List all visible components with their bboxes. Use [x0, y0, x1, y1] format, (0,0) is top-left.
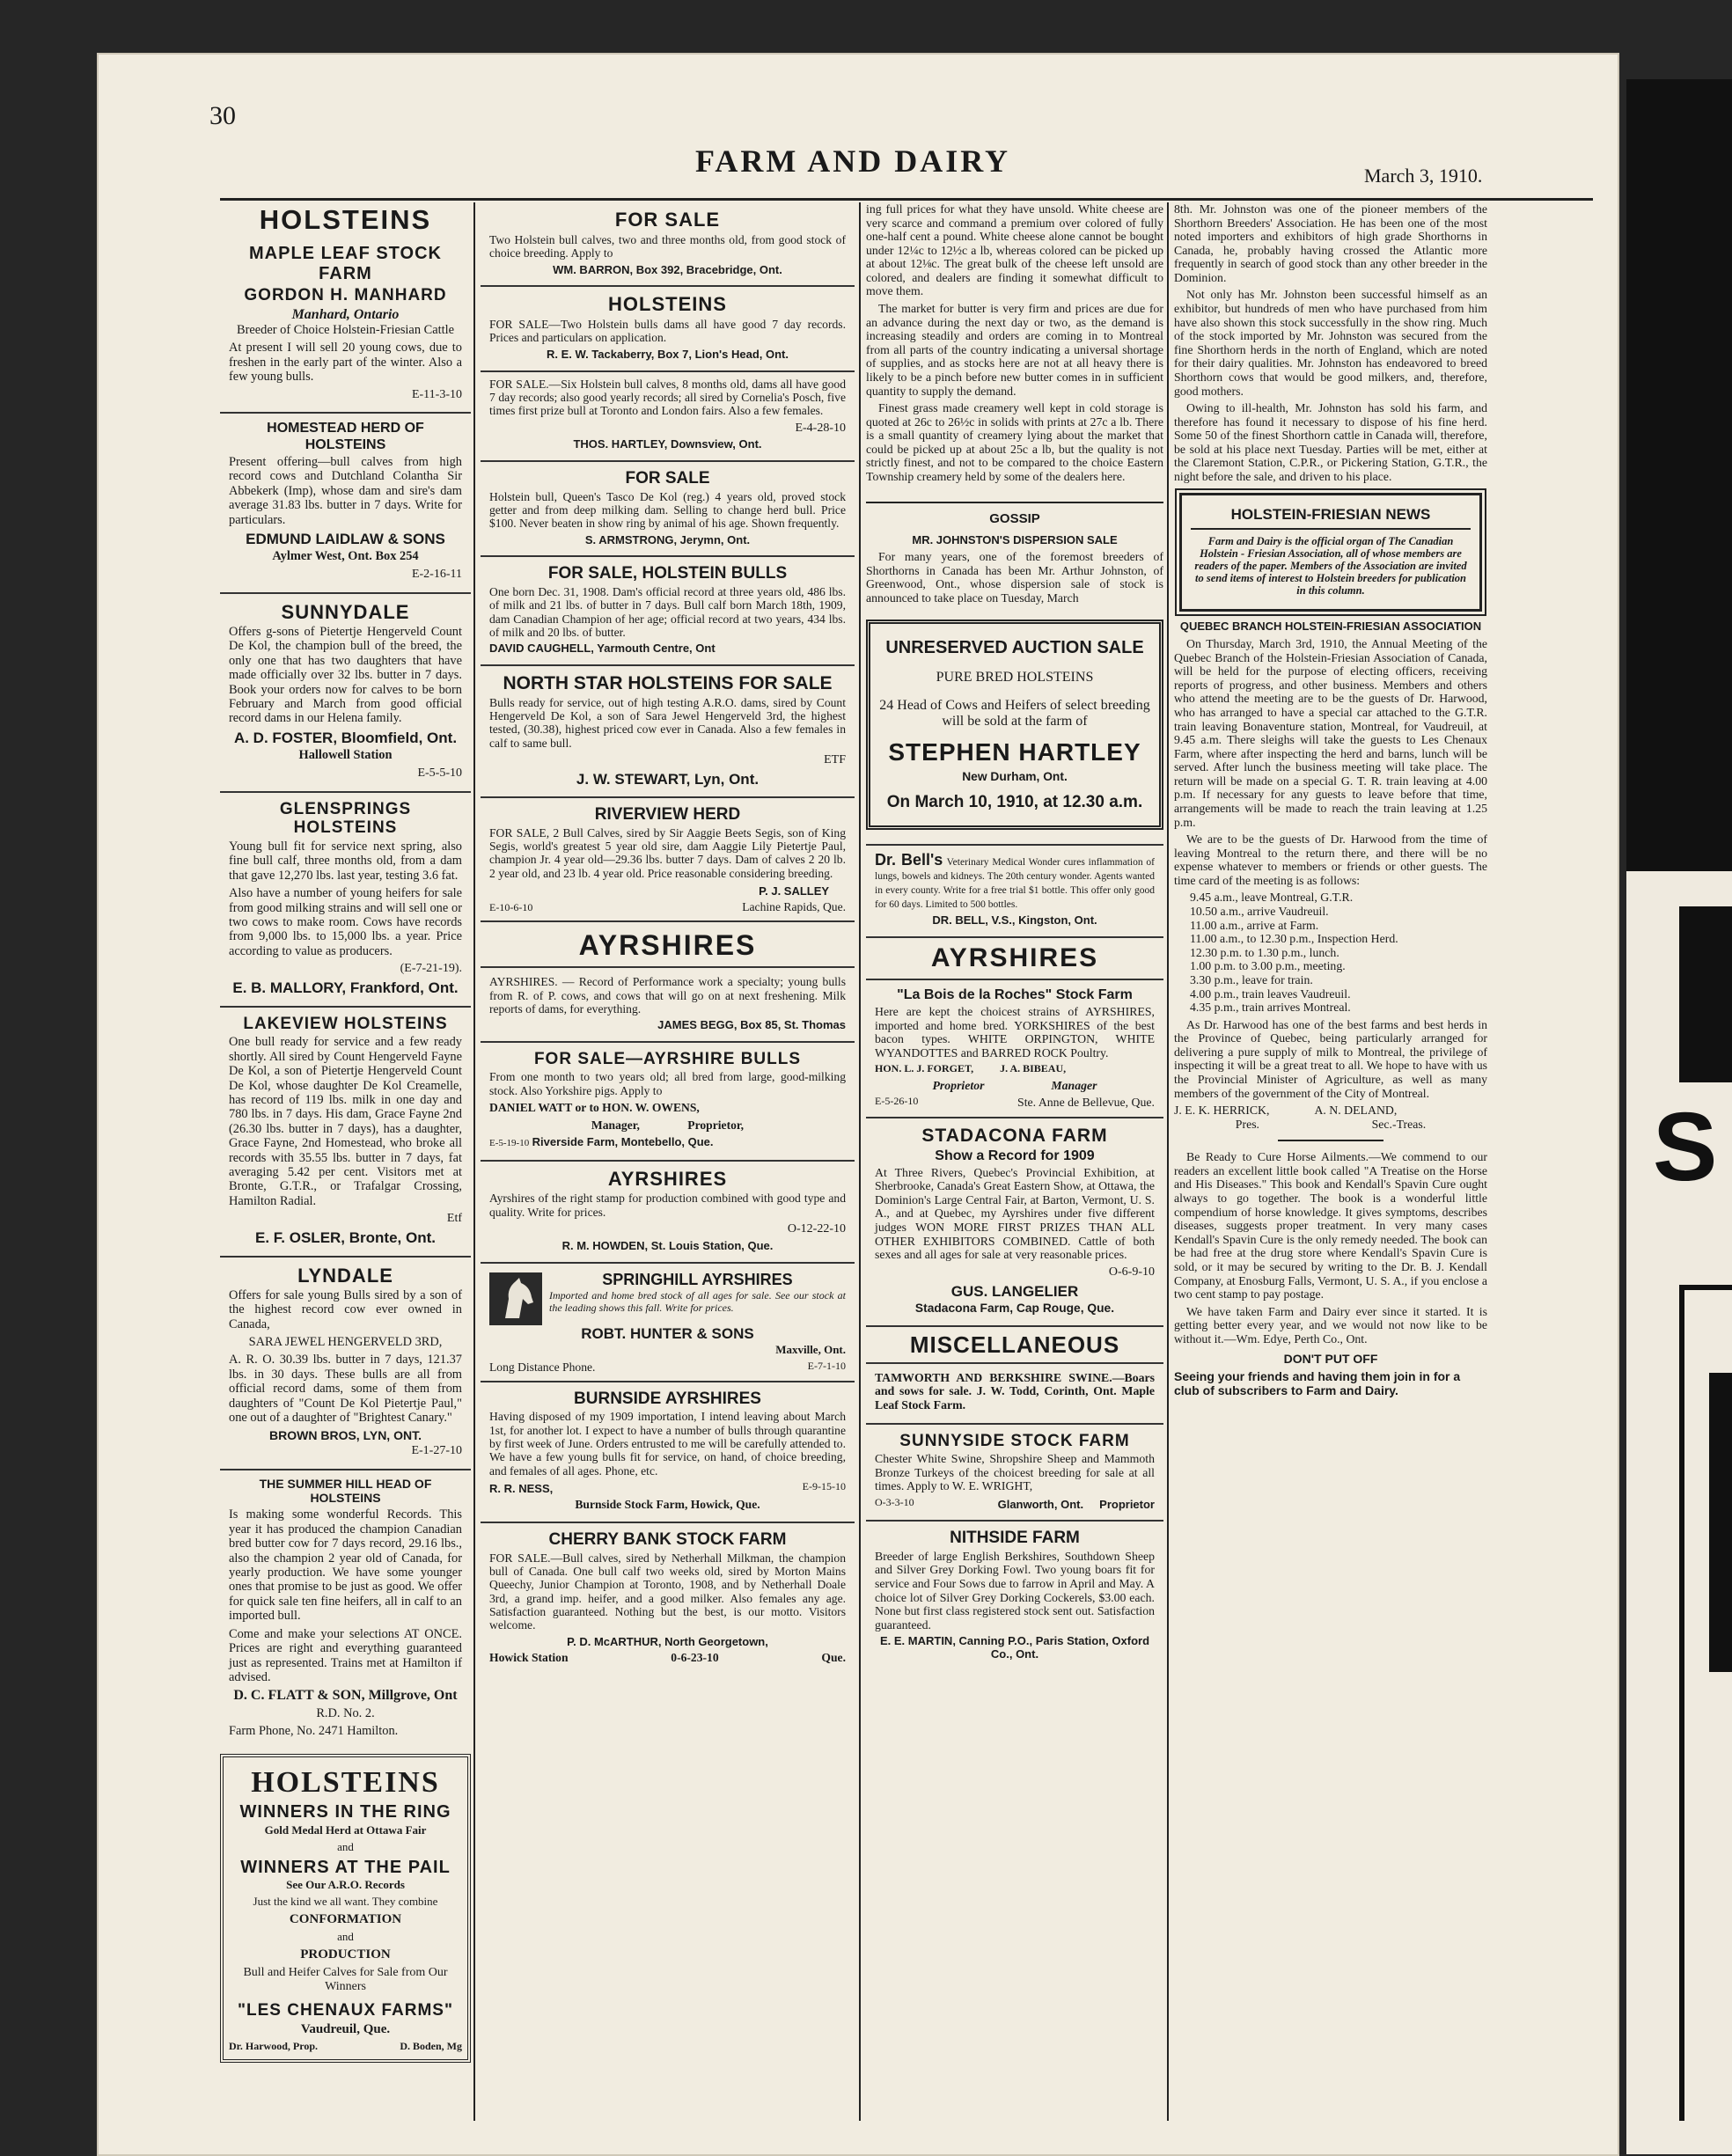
- ad-title: FOR SALE: [614, 209, 721, 231]
- promo-body: Seeing your friends and having them join in for a club of subscribers to Farm and Dairy.: [1174, 1369, 1461, 1398]
- ad-address: Ste. Anne de Bellevue, Que.: [1017, 1096, 1155, 1110]
- ad-title: FOR SALE—AYRSHIRE BULLS: [533, 1049, 802, 1068]
- section-heading: AYRSHIRES: [481, 924, 855, 968]
- ad-title: GLENSPRINGS HOLSTEINS: [279, 799, 412, 838]
- ad-body: One born Dec. 31, 1908. Dam's official record at three years old, 486 lbs. of milk and 21 lbs. of butter in 7 days. Bull calf born March 18th, 1909, dam Canadian Champion of her age; official record at two years, 434 lbs. of milk and 20 lbs. of butter.: [489, 584, 846, 639]
- ad-tackaberry: [481, 287, 855, 371]
- article-body: Be Ready to Cure Horse Ailments.—We commend to our readers an excellent little book called "A Treatise on the Horse and His Diseases." This book and Kendall's Spavin Cure ought always to go together. The book is a wonderful little compendium of horse knowledge. It gives symptoms, describes diseases, suggests proper treatment. In very many cases Kendall's Spavin Cure is the only remedy needed. The book can be had free at the drug store where Kendall's Spavin Cure is sold, or it may be secured by writing to the Dr. B. J. Kendall Company, at Enosburg Falls, Vermont, U. S. A., if you enclose a two cent stamp to pay postage.: [1174, 1150, 1487, 1302]
- black-block: [1679, 906, 1732, 1082]
- ad-tamworth: [866, 1366, 1163, 1425]
- article-signature: J. E. K. HERRICK, A. N. DELAND,: [1174, 1104, 1398, 1118]
- ad-body: Also have a number of young heifers for sale from good milking strains and will sell one or two cows to make room. Cows have records from 9,000 lbs. to 15,000 lbs. a year. Price according to value as producers.: [229, 886, 462, 958]
- column-rule: [473, 202, 475, 2121]
- ad-body: AYRSHIRES. — Record of Performance work a specialty; young bulls from R. of P. cows, and cows that will go on at next freshening. Milk reports of dams, for everything.: [489, 975, 846, 1016]
- ad-body: Ayrshires of the right stamp for production combined with good type and quality. Write for prices.: [489, 1192, 846, 1219]
- ad-title: FOR SALE, HOLSTEIN BULLS: [547, 564, 788, 583]
- ad-body: Holstein bull, Queen's Tasco De Kol (reg.) 4 years old, proved stock getter and from deep milking dam. Selling to change herd bull. Price $100. Never beaten in show ring by animal of his age. Shown frequently.: [489, 489, 846, 531]
- ad-signature: A. D. FOSTER, Bloomfield, Ont.: [233, 729, 458, 746]
- ad-title: "La Bois de la Roches" Stock Farm: [897, 986, 1133, 1002]
- column-3: [866, 202, 1163, 1670]
- ad-name: GORDON H. MANHARD: [244, 285, 447, 304]
- ad-title: HOMESTEAD HERD OF HOLSTEINS: [267, 421, 424, 452]
- ad-lyndale: [220, 1258, 471, 1471]
- ad-title: FOR SALE: [625, 469, 710, 488]
- ad-signature: DR. BELL, V.S., Kingston, Ont.: [932, 913, 1097, 928]
- ad-riverview: [481, 798, 855, 922]
- market-report: ing full prices for what they have unsold. White cheese are very scarce and command a premium over colored of fully one-half cent a pound. White cheese alone cannot be bought under 12¼c to 12½c a lb, whereas colored can be picked up at about 12⅛c. The great bulk of the cheese left unsold are colored, and dealers are finding it somewhat difficult to move them.: [866, 202, 1163, 298]
- ad-address: Stadacona Farm, Cap Rouge, Que.: [914, 1301, 1115, 1315]
- ad-line: Just the kind we all want. They combine: [253, 1895, 438, 1909]
- ad-title: MAPLE LEAF STOCK FARM: [249, 244, 442, 284]
- issue-date: March 3, 1910.: [1364, 165, 1483, 187]
- ad-signature: Glanworth, Ont. Proprietor: [997, 1497, 1155, 1511]
- ad-line: Gold Medal Herd at Ottawa Fair: [264, 1823, 427, 1837]
- article-body: We are to be the guests of Dr. Harwood from the time of leaving Montreal to the return there, and there will be no expense whatever to members or friends or other guests. The time card of the meeting is as follows:: [1174, 832, 1487, 887]
- article-signature: Pres. Sec.-Treas.: [1235, 1117, 1427, 1131]
- ad-line: CONFORMATION: [289, 1912, 402, 1927]
- article-heading: MR. JOHNSTON'S DISPERSION SALE: [912, 532, 1118, 546]
- ad-body: Present offering—bull calves from high record cows and Dutchland Colantha Sir Abbekerk (Imp), whose dam and sire's dam average 31.83 lbs. butter in 7 days. Write for particulars.: [229, 454, 462, 527]
- page-number: 30: [209, 101, 236, 130]
- ad-nithside: [866, 1522, 1163, 1669]
- ad-burnside: [481, 1382, 855, 1523]
- frame-line: [1679, 1285, 1684, 2121]
- ad-manager: D. Boden, Mg: [400, 2039, 462, 2052]
- ad-cherry-bank: [481, 1523, 855, 1671]
- time-card-item: 12.30 p.m. to 1.30 p.m., lunch.: [1190, 945, 1339, 959]
- article-body: As Dr. Harwood has one of the best farms and best herds in the Province of Quebec, being particularly arranged for delivering a pure supply of milk to Montreal, the privilege of inspecting it will be a great treat to all. We hope to have with us the Provincial Minister of Agriculture, as well as many members of the government of the City of Montreal.: [1174, 1017, 1487, 1100]
- ad-hartley: [481, 372, 855, 463]
- ad-signature: S. ARMSTRONG, Jerymn, Ont.: [584, 532, 751, 546]
- ad-title: SUNNYSIDE STOCK FARM: [899, 1431, 1130, 1450]
- ad-title: Dr. Bell's: [875, 851, 943, 869]
- ad-body: Come and make your selections AT ONCE. Prices are right and everything guaranteed just as represented. Trains met at Hamilton if advised.: [229, 1626, 462, 1684]
- ad-line: WINNERS IN THE RING: [239, 1802, 451, 1822]
- ad-springhill: [481, 1264, 855, 1382]
- ad-title: THE SUMMER HILL HEAD OF HOLSTEINS: [259, 1477, 432, 1506]
- ad-body: TAMWORTH AND BERKSHIRE SWINE.—Boars and sows for sale. J. W. Todd, Corinth, Ont. Maple Leaf Stock Farm.: [875, 1370, 1155, 1412]
- column-rule: [1167, 202, 1169, 2121]
- ad-signature: E. F. OSLER, Bronte, Ont.: [255, 1229, 436, 1247]
- ad-name: STEPHEN HARTLEY: [888, 738, 1141, 766]
- ad-line: and: [337, 1930, 354, 1944]
- ad-lakeview: [220, 1008, 471, 1258]
- section-heading: HOLSTEINS: [259, 204, 432, 235]
- ad-ref: E-10-6-10: [489, 900, 533, 913]
- box-title: HOLSTEIN-FRIESIAN NEWS: [1191, 506, 1471, 530]
- ad-body: FOR SALE—Two Holstein bulls dams all have good 7 day records. Prices and particulars on application.: [489, 318, 846, 345]
- ad-body: Two Holstein bull calves, two and three months old, from good stock of choice breeding. Apply to: [489, 232, 846, 260]
- ad-subheading: PURE BRED HOLSTEINS: [936, 670, 1094, 686]
- ad-body: From one month to two years old; all bred from large, good-milking stock. Also Yorkshire pigs. Apply to: [489, 1070, 846, 1097]
- ad-title: LAKEVIEW HOLSTEINS: [243, 1014, 448, 1033]
- ad-begg: [481, 970, 855, 1043]
- ad-la-bois: [866, 979, 1163, 1118]
- ad-stadacona: [866, 1118, 1163, 1327]
- ad-address: Burnside Stock Farm, Howick, Que.: [575, 1497, 760, 1511]
- ad-signature: THOS. HARTLEY, Downsview, Ont.: [573, 437, 762, 451]
- ad-auction-sale: [866, 620, 1163, 831]
- ad-line: HON. L. J. FORGET, J. A. BIBEAU,: [875, 1062, 1067, 1075]
- ad-ref: E-1-27-10: [411, 1444, 462, 1458]
- ad-address: Hallowell Station: [298, 748, 393, 763]
- ad-phone: Long Distance Phone.: [489, 1360, 596, 1374]
- ad-address: Maxville, Ont.: [775, 1342, 846, 1356]
- ad-line: PRODUCTION: [300, 1947, 391, 1962]
- time-card-item: 4.35 p.m., train arrives Montreal.: [1190, 1001, 1351, 1015]
- ad-subheading: SARA JEWEL HENGERVELD 3RD,: [248, 1334, 443, 1349]
- ad-sunnydale: [220, 594, 471, 793]
- ad-body: FOR SALE.—Six Holstein bull calves, 8 months old, dams all have good 7 day records; also good yearly records; all sired by Cornelia's Posch, five times first prize bull at Toronto and London fairs. Also a few females.: [489, 377, 846, 418]
- ad-signature: GUS. LANGELIER: [950, 1282, 1079, 1300]
- ad-summer-hill: [220, 1470, 471, 1749]
- ad-title: SPRINGHILL AYRSHIRES: [602, 1270, 793, 1288]
- ad-signature: J. W. STEWART, Lyn, Ont.: [576, 770, 760, 788]
- ad-howden: [481, 1162, 855, 1264]
- ad-signature: BROWN BROS, LYN, ONT.: [269, 1427, 422, 1442]
- time-card-item: 3.30 p.m., leave for train.: [1190, 972, 1313, 986]
- ad-signature: P. D. McARTHUR, North Georgetown,: [567, 1634, 768, 1648]
- ad-body: FOR SALE, 2 Bull Calves, sired by Sir Aaggie Beets Segis, son of King Segis, world's greatest 5 year old sire, dam Aaggie Lily Pietertje Paul, champion Jr. 4 year old—29.36 lbs. butter 7 days. Dam of calves 2 20 lb. 2 year old, and 23 lb. 4 year old. Price reasonable considering breeding.: [489, 825, 846, 880]
- ad-signature: R. M. HOWDEN, St. Louis Station, Que.: [561, 1238, 774, 1252]
- time-card-item: 11.00 a.m., to 12.30 p.m., Inspection Herd.: [1190, 932, 1398, 946]
- ad-body: Chester White Swine, Shropshire Sheep and Mammoth Bronze Turkeys of the choicest breeding for sale at all times. Apply to W. E. WRIGHT,: [875, 1451, 1155, 1493]
- promo-heading: DON'T PUT OFF: [1283, 1352, 1378, 1367]
- ad-les-chenaux: [220, 1754, 471, 2063]
- ad-body: One bull ready for service and a few ready shortly. All sired by Count Hengerveld Fayne De Kol, a son of Pietertje Hengerveld Count De Kol, whose daughter De Kol Creamelle, has record of 119 lbs. milk in one day and 780 lbs. in 7 days. His dam, Grace Fayne 2nd (26.30 lbs. butter in 7 days), has a daughter, Grace Fayne, 2nd Homestead, who broke all records with 35.55 lbs. butter in 7 days, fat averaging 5.42 per cent. Visitors met at Bronte, G.T.R., or Trafalgar Crossing, Hamilton Radial.: [229, 1035, 462, 1208]
- ad-body: Bulls ready for service, out of high testing A.R.O. dams, sired by Count Hengerveld De Kol, a son of Sara Jewel Hengerveld 3rd, the highest tested, (30.38), highest priced cow ever in Canada. Also a few females in calf to same bull.: [489, 695, 846, 750]
- ad-ref: O-6-9-10: [1108, 1265, 1155, 1279]
- article-body: 8th. Mr. Johnston was one of the pioneer members of the Shorthorn Breeders' Association. He has been one of the most noted importers and exhibitors of high grade Shorthorns in Canada, he, probably having crossed the Atlantic more frequently in search of good stock than any other breeder in the Dominion.: [1174, 202, 1487, 284]
- divider: [1278, 1140, 1383, 1141]
- ad-address: Que.: [821, 1650, 846, 1664]
- ad-body: Is making some wonderful Records. This year it has produced the champion Canadian bred butter cow for 7 days record, 29.16 lbs., also the champion 2 year old of Canada, for yearly production. We have some younger ones that promise to be just as good. We offer for quick sale ten fine heifers, all in calf to an imported bull.: [229, 1507, 462, 1624]
- ad-body: Offers g-sons of Pietertje Hengerveld Count De Kol, the champion bull of the breed, the only one that has two daughters that have made officially over 32 lbs. butter in 7 days. Book your orders now for calves to be born February and March from good official record dams in our Helena family.: [229, 624, 462, 726]
- black-block: [1709, 1373, 1732, 1672]
- ad-ref: E-11-3-10: [411, 387, 462, 401]
- column-1: [220, 202, 471, 2063]
- ad-line: Breeder of Choice Holstein-Friesian Cattle: [237, 322, 454, 337]
- ad-line: Bull and Heifer Calves for Sale from Our Winners: [243, 1966, 448, 1993]
- frame-line: [1679, 1285, 1732, 1290]
- time-card-item: 4.00 p.m., train leaves Vaudreuil.: [1190, 986, 1351, 1001]
- ad-ref: E-9-15-10: [802, 1480, 846, 1493]
- ad-title: CHERRY BANK STOCK FARM: [548, 1530, 787, 1550]
- article-body: Owing to ill-health, Mr. Johnston has sold his farm, and therefore has found it necessary to dispose of his fine herd. Some 50 of the finest Shorthorn cattle in Canada will, therefore, be sold at his place next Tuesday. Parties will be met, either at the Claremont Station, C.P.R., or Pickering Station, G.T.R., the night before the sale, and driven to his place.: [1174, 401, 1487, 483]
- ad-body: FOR SALE.—Bull calves, sired by Netherhall Milkman, the champion bull of Canada. One bull calf two weeks old, sired by Morton Mains Queechy, Junior Champion at Toronto, 1908, and by Netherhall Doale 3rd, a grand imp. heifer, and a good milker. Also females any age. Satisfaction guaranteed. Nothing but the best, is our motto. Visitors welcome.: [489, 1551, 846, 1632]
- ad-place: New Durham, Ont.: [962, 769, 1068, 783]
- ad-signature: D. C. FLATT & SON, Millgrove, Ont: [233, 1688, 458, 1704]
- horse-head-icon: [489, 1272, 542, 1325]
- ad-glensprings: [220, 793, 471, 1008]
- ad-ref: E-5-26-10: [875, 1095, 919, 1108]
- ad-address: Howick Station: [489, 1650, 569, 1664]
- ad-body: At Three Rivers, Quebec's Provincial Exhibition, at Sherbrooke, Canada's Great Eastern Show, at Ottawa, the Dominion's Large Central Fair, at Barton, Vermont, U. S. A., and at Quebec, my Ayrshires under five different judges WON MORE FIRST PRIZES THAN ALL OTHER EXHIBITORS COMBINED. Cattle of both sexes and all ages for sale at very reasonable prices.: [875, 1165, 1155, 1262]
- time-card-item: 11.00 a.m., arrive at Farm.: [1190, 918, 1319, 932]
- ad-ref: E-5-5-10: [417, 766, 462, 780]
- market-report: Finest grass made creamery well kept in cold storage is quoted at 26c to 26½c in solids with prints at 27c a lb. There is a small quantity of creamery lying about the market that could be picked up at about 25c a lb, but the quality is not strictly finest, and not to be compared to the choice Eastern Township creamery held by some of the dealers here.: [866, 401, 1163, 483]
- article-heading: QUEBEC BRANCH HOLSTEIN-FRIESIAN ASSOCIATION: [1179, 620, 1482, 634]
- ad-body: 24 Head of Cows and Heifers of select breeding will be sold at the farm of: [879, 698, 1150, 730]
- ad-signature: R. E. W. Tackaberry, Box 7, Lion's Head, Ont.: [547, 347, 789, 361]
- ad-signature: E. B. MALLORY, Frankford, Ont.: [232, 979, 459, 997]
- masthead: FARM AND DAIRY: [695, 143, 1011, 179]
- ad-line: and: [337, 1839, 354, 1853]
- ad-body: Veterinary Medical Wonder cures inflammation of lungs, bowels and kidneys. The 20th century wonder. Agents wanted in every county. Write for a free trial $1 bottle. This offer only good for 60 days. Limited to 500 bottles.: [875, 857, 1155, 911]
- time-card: [1174, 891, 1487, 1014]
- ad-ref: E-4-28-10: [795, 421, 846, 435]
- ad-title: RIVERVIEW HERD: [594, 805, 741, 825]
- ad-ref: 0-6-23-10: [671, 1650, 719, 1664]
- column-4: [1174, 202, 1487, 1402]
- ad-signature: JAMES BEGG, Box 85, St. Thomas: [657, 1018, 846, 1032]
- ad-line: Manager, Proprietor,: [591, 1118, 745, 1132]
- adjacent-page-fragment: [1626, 79, 1732, 2154]
- ad-ref: O-3-3-10: [875, 1495, 914, 1508]
- header-rule: [220, 198, 1593, 201]
- ad-place: Vaudreuil, Que.: [300, 2021, 391, 2036]
- ad-caughell: [481, 557, 855, 666]
- ad-title: UNRESERVED AUCTION SALE: [885, 637, 1144, 657]
- ad-address: Aylmer West, Ont. Box 254: [272, 549, 419, 564]
- ad-title: HOLSTEINS: [251, 1766, 440, 1800]
- ad-armstrong: [481, 462, 855, 557]
- ad-barron: [481, 202, 855, 287]
- ad-place: Manhard, Ontario: [291, 306, 400, 322]
- ad-ref: ETF: [824, 753, 846, 767]
- ad-title: SUNNYDALE: [281, 600, 410, 623]
- ad-body: Having disposed of my 1909 importation, I intend leaving about March 1st, for another lot. I expect to have a number of bulls through quarantine by first week of June. Orders entrusted to me will be carefully attended to. We have a few young bulls fit for service, on hand, of choice breeding, and females of all ages. Phone, etc.: [489, 1410, 846, 1478]
- holstein-news-box: [1179, 493, 1482, 612]
- ad-body: Here are kept the choicest strains of AYRSHIRES, imported and home bred. YORKSHIRES of the best bacon types. WHITE ORPINGTON, WHITE WYANDOTTES and BARRED ROCK Poultry.: [875, 1004, 1155, 1060]
- ad-north-star: [481, 666, 855, 798]
- ad-signature: WM. BARRON, Box 392, Bracebridge, Ont.: [553, 262, 782, 276]
- ad-body: Breeder of large English Berkshires, Southdown Sheep and Silver Grey Dorking Fowl. Two young boars fit for service and Four Sows due to farrow in April and May. A choice lot of Silver Grey Dorking Cockerels, $3.00 each. None but first class registered stock sent out. Satisfaction guaranteed.: [875, 1549, 1155, 1632]
- ad-title: BURNSIDE AYRSHIRES: [574, 1389, 761, 1408]
- ad-body: At present I will sell 20 young cows, due to freshen in the early part of the winter. Also a few young bulls.: [229, 341, 462, 385]
- ad-title: HOLSTEINS: [608, 293, 727, 316]
- ad-ref: E-7-1-10: [807, 1359, 846, 1372]
- column-rule: [859, 202, 861, 2121]
- article-body: We have taken Farm and Dairy ever since it started. It is getting better every year, and we would not now like to be without it.—Wm. Edye, Perth Co., Ont.: [1174, 1304, 1487, 1346]
- ad-body: Young bull fit for service next spring, also fine bull calf, three months old, from a dam that gave 12,270 lbs. last year, testing 3.6 fat.: [229, 839, 462, 883]
- ad-ref: E-5-19-10: [489, 1137, 530, 1148]
- box-body: Farm and Dairy is the official organ of The Canadian Holstein - Friesian Association, all of whose members are readers of the paper. Members of the Association are invited to send items of interest to Holstein breeders for publication in this column.: [1194, 534, 1467, 598]
- ad-line: WINNERS AT THE PAIL: [240, 1857, 451, 1877]
- ad-homestead: [220, 414, 471, 593]
- ad-dr-bell: [866, 844, 1163, 938]
- ad-line: See Our A.R.O. Records: [286, 1878, 405, 1892]
- market-report: The market for butter is very firm and prices are due for an advance during the next day or two, as the demand is increasing steadily and orders are coming in to Montreal from all parts of the country indicating a universal shortage of supplies, and as stocks here are not at all heavy there is likely to be a pinch before new butter comes in in sufficient quantity to supply the demand.: [866, 302, 1163, 398]
- ad-signature: E. E. MARTIN, Canning P.O., Paris Station, Oxford Co., Ont.: [879, 1634, 1150, 1661]
- ad-subheading: Show a Record for 1909: [935, 1148, 1095, 1163]
- article-body: For many years, one of the foremost breeders of Shorthorns in Canada has been Mr. Arthur Johnston, of Greenwood, Ont., whose dispersion sale of stock is announced to take place on Tuesday, March: [866, 550, 1163, 605]
- ad-body: A. R. O. 30.39 lbs. butter in 7 days, 121.37 lbs. in 30 days. These bulls are all from official record dams, some of them from daughters of "Count De Kol Pietertje Paul," one out of a daughter of "Brightest Canary.": [229, 1353, 462, 1426]
- section-heading: MISCELLANEOUS: [866, 1329, 1163, 1363]
- ad-title: AYRSHIRES: [607, 1167, 728, 1190]
- time-card-item: 9.45 a.m., leave Montreal, G.T.R.: [1190, 891, 1354, 905]
- ad-title: NITHSIDE FARM: [950, 1529, 1080, 1548]
- article-body: Not only has Mr. Johnston been successful himself as an exhibitor, but hundreds of men who have purchased from him have also shown this stock successfully in the show ring. Much of the stock imported by Mr. Johnston was secured from the fine Shorthorn herds in the north of England, which are noted for their dairy qualities. Mr. Johnston has endeavored to breed Shorthorn cows that would be good milkers, and, therefore, good mothers.: [1174, 288, 1487, 398]
- ad-body: Offers for sale young Bulls sired by a son of the highest record cow ever owned in Canada,: [229, 1287, 462, 1331]
- ad-maple-leaf: [220, 237, 471, 414]
- black-block: [1626, 79, 1732, 871]
- ad-signature: ROBT. HUNTER & SONS: [581, 1324, 754, 1342]
- time-card-item: 10.50 a.m., arrive Vaudreuil.: [1190, 905, 1329, 919]
- ad-line: DANIEL WATT or to HON. W. OWENS,: [489, 1101, 700, 1115]
- ad-proprietor: Dr. Harwood, Prop.: [229, 2039, 319, 2052]
- ad-title: LYNDALE: [297, 1264, 393, 1287]
- ad-address: R.D. No. 2.: [316, 1705, 375, 1720]
- ad-ref: E-2-16-11: [411, 567, 462, 581]
- newspaper-page: [97, 53, 1619, 2156]
- ad-title: NORTH STAR HOLSTEINS FOR SALE: [503, 672, 833, 693]
- ad-signature: EDMUND LAIDLAW & SONS: [246, 531, 445, 548]
- time-card-item: 1.00 p.m. to 3.00 p.m., meeting.: [1190, 959, 1346, 973]
- ad-title: STADACONA FARM: [921, 1125, 1108, 1146]
- section-heading: GOSSIP: [989, 510, 1040, 526]
- ad-line: Riverside Farm, Montebello, Que.: [532, 1134, 714, 1148]
- divider: [866, 502, 1163, 503]
- ad-owens: [481, 1043, 855, 1162]
- ad-signature: R. R. NESS,: [489, 1482, 554, 1496]
- ad-line: Proprietor Manager: [932, 1078, 1097, 1092]
- column-2: [481, 202, 855, 1671]
- article-body: On Thursday, March 3rd, 1910, the Annual Meeting of the Quebec Branch of the Holstein-Friesian Association of Canada, will be held for the purpose of electing officers, receiving reports of progress, and other business. Members and others who attend the meeting are to be the guests of Dr. Harwood, who has arranged to have a special car attached to the G.T.R. train leaving Bonaventure station, Montreal, for Vaudreuil, at 9.45 a.m. There sleighs will take the guests to Les Chenaux Farm, where after inspecting the herd and barns, lunch will be served. After lunch the business meeting will take place. The return will be made on a special G. T. R. train leaving at 4.00 p.m. If necessary for any guests to leave before that time, arrangements will be made to reach the train leaving at 1.25 p.m.: [1174, 637, 1487, 829]
- section-heading: AYRSHIRES: [930, 942, 1099, 972]
- ad-phone: Farm Phone, No. 2471 Hamilton.: [229, 1724, 399, 1739]
- headline-fragment: S: [1653, 1093, 1718, 1201]
- ad-ref: O-12-22-10: [787, 1222, 846, 1236]
- ad-ref: Etf: [446, 1212, 462, 1226]
- ad-sunnyside: [866, 1425, 1163, 1522]
- ad-body: Imported and home bred stock of all ages for sale. See our stock at the leading shows this fall. Write for prices.: [549, 1288, 846, 1314]
- ad-address: Lachine Rapids, Que.: [742, 899, 846, 913]
- ad-ref: (E-7-21-19).: [400, 962, 462, 976]
- ad-name: "LES CHENAUX FARMS": [238, 2000, 453, 2020]
- ad-date: On March 10, 1910, at 12.30 a.m.: [886, 792, 1143, 811]
- ad-signature: P. J. SALLEY: [759, 884, 830, 898]
- ad-signature: DAVID CAUGHELL, Yarmouth Centre, Ont: [489, 642, 716, 656]
